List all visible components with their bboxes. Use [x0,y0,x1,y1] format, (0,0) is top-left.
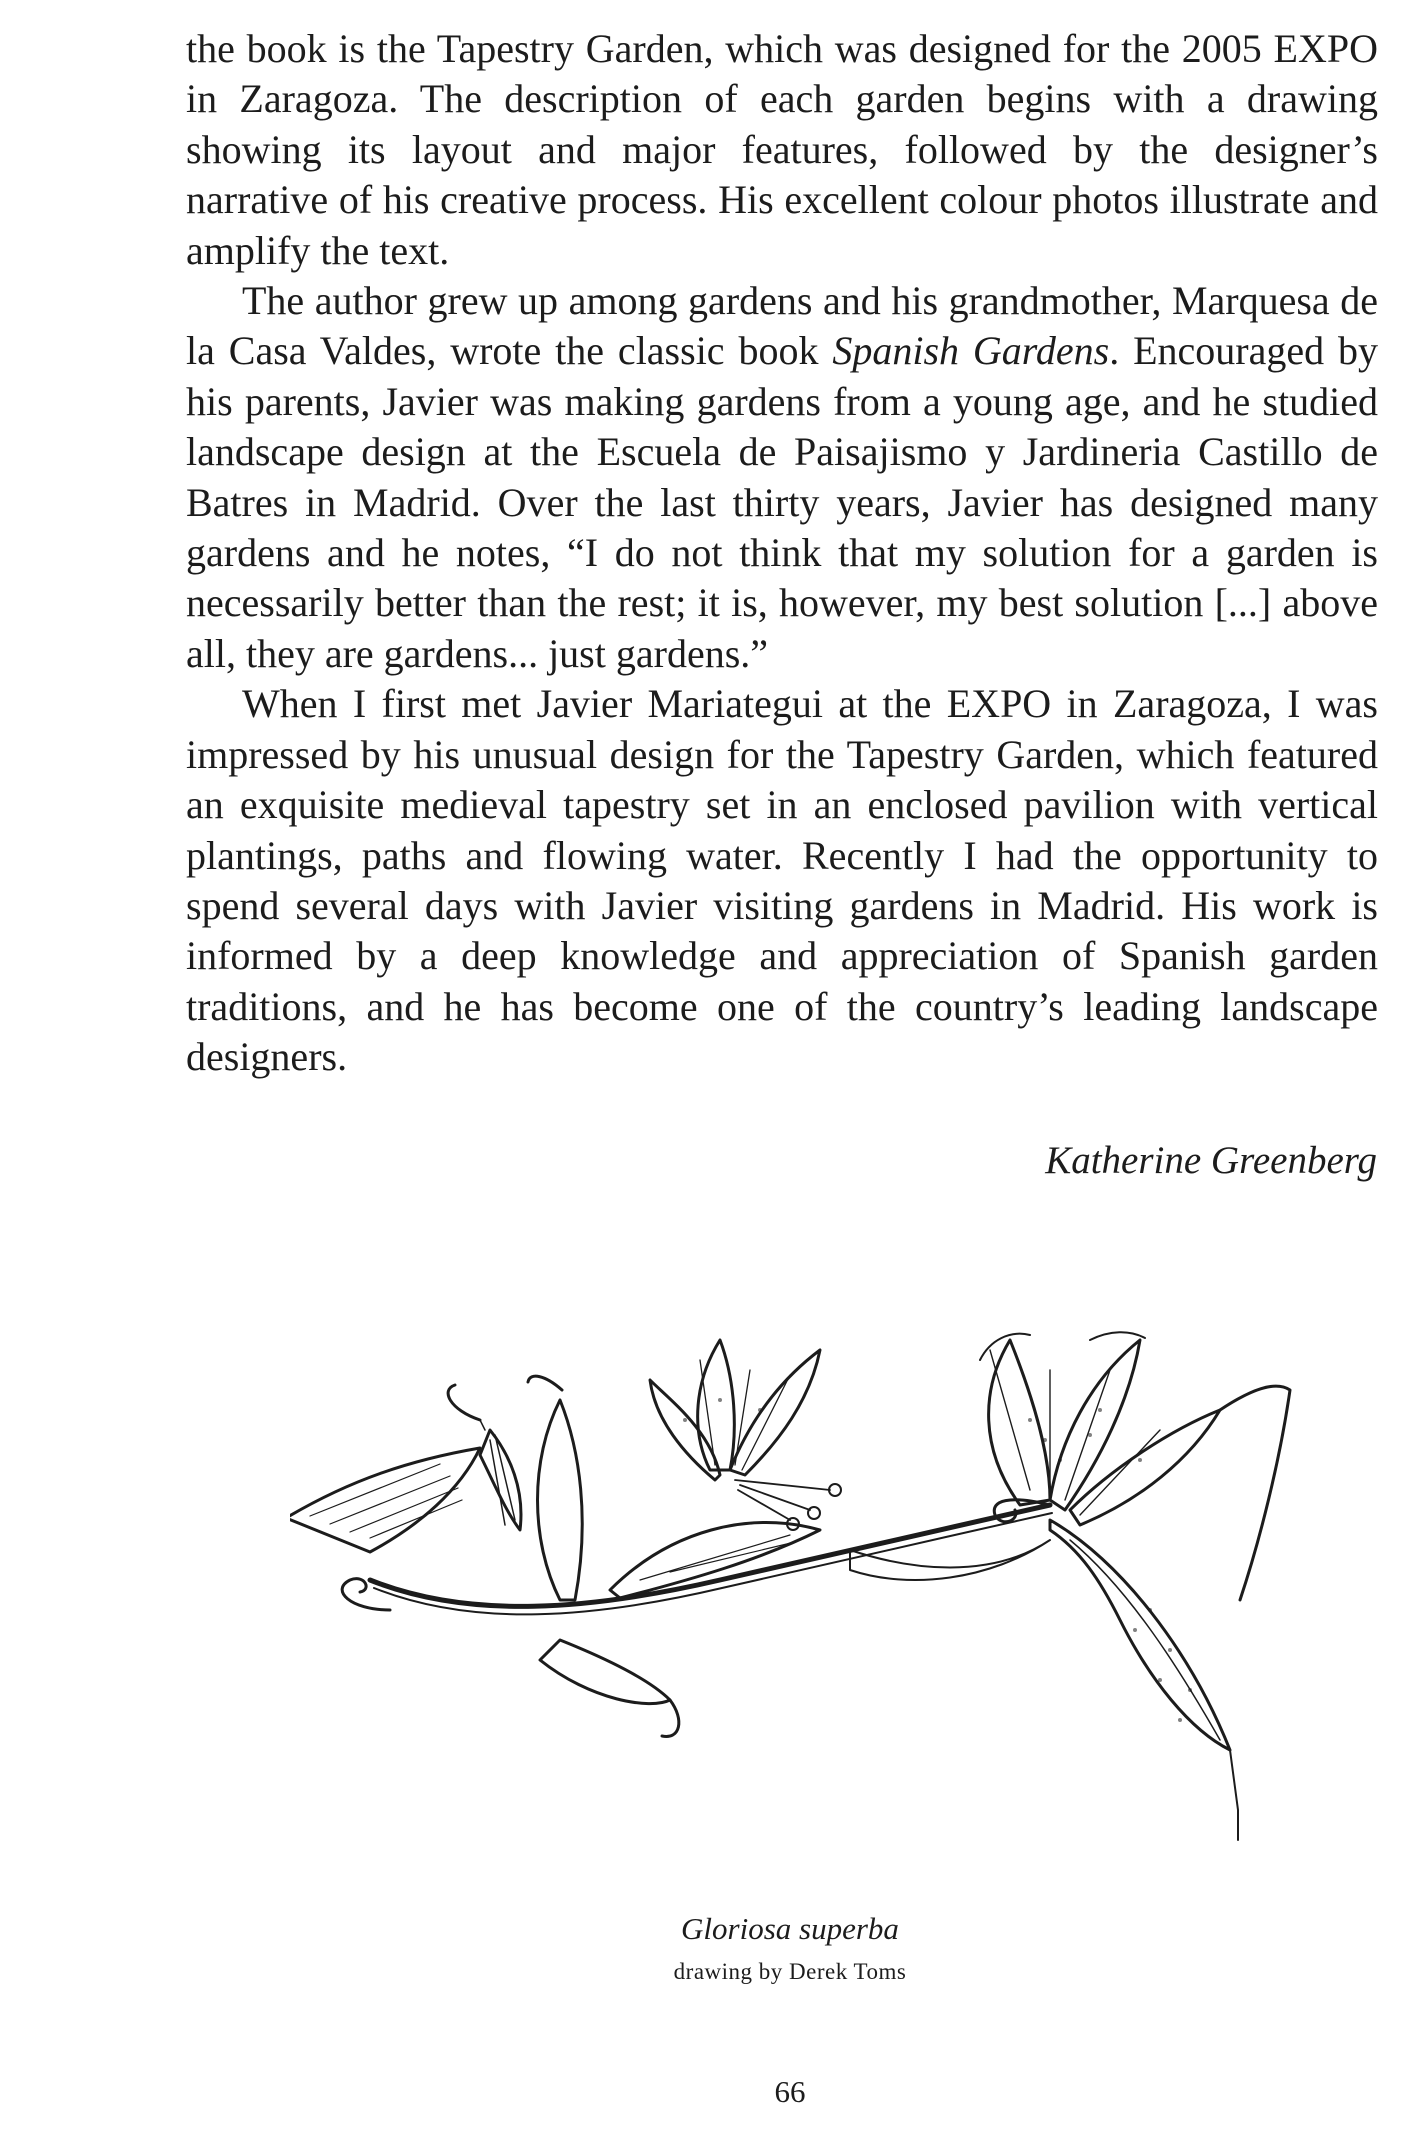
paragraph-author-background [186,276,1378,679]
page-number: 66 [774,2074,806,2109]
paragraph-text: When I first met Javier Mariategui at the EXPO in Zaragoza, I was impressed by his unusual design for the Tapestry Garden, which featured an exquisite medieval tapestry set in an enclosed pavilion with vertical plantings, paths and flowing water. Recently I had the opportunity to spend several days with Javier visiting gardens in Madrid. His work is informed by a deep knowledge and appreciation of Spanish garden traditions, and he has become one of the country’s leading landscape designers. [186,681,1378,1080]
book-title-italic: Spanish Gardens [832,328,1110,374]
figure-caption-title: Gloriosa superba [681,1911,899,1946]
reviewer-signature: Katherine Greenberg [1045,1139,1377,1182]
figure-caption-credit: drawing by Derek Toms [673,1959,907,1984]
paragraph-continuation [186,24,1378,276]
review-text [186,24,1378,1083]
gloriosa-drawing [290,1280,1330,1870]
paragraph-text: . Encouraged by his parents, Javier was making gardens from a young age, and he studied landscape design at the Escuela de Paisajismo y Jardineria Castillo de Batres in Madrid. Over the last thirty years, Javier has designed many gardens and he notes, “I do not think that my solution for a garden is necessarily better than the rest; it is, however, my best solution [...] above all, they are gardens... just gardens.” [186,328,1378,676]
paragraph-text: the book is the Tapestry Garden, which was designed for the 2005 EXPO in Zaragoza. The description of each garden begins with a drawing showing its layout and major features, followed by the designer’s narrative of his creative process. His excellent colour photos illustrate and amplify the text. [186,26,1378,273]
paragraph-first-meeting [186,679,1378,1082]
paragraph-text: The author grew up among gardens and his grandmother, Marquesa de la Casa Valdes, wrote the classic book [186,278,1378,374]
